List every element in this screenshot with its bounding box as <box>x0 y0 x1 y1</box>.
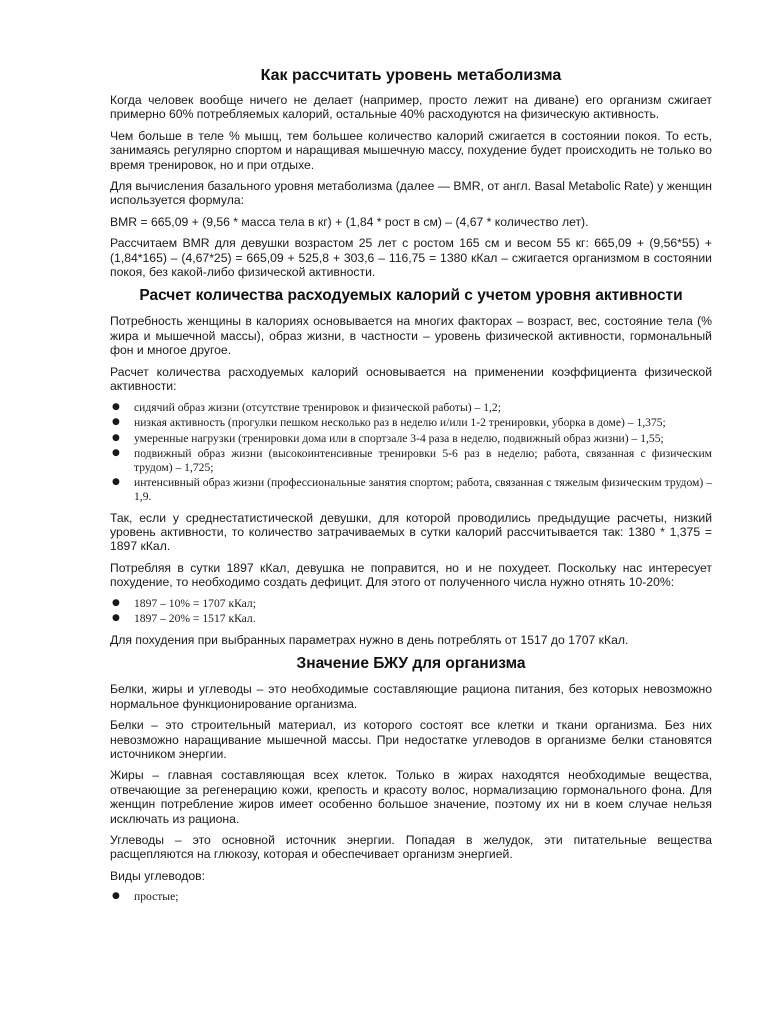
list-item <box>110 890 712 904</box>
list-item-text: подвижный образ жизни (высокоинтенсивные тренировки 5-6 раз в неделю; работа, связанная с физическим трудом) – 1,725; <box>134 447 712 474</box>
list-item-text: простые; <box>134 890 179 904</box>
list-item <box>110 416 712 430</box>
list-item-text: низкая активность (прогулки пешком несколько раз в неделю и/или 1-2 тренировки, уборка в доме) – 1,375; <box>134 416 666 430</box>
paragraph: Чем больше в теле % мышц, тем большее количество калорий сжигается в состоянии покоя. То есть, занимаясь регулярно спортом и наращивая мышечную массу, похудение будет происходить не только во время тренировок, но и при отдыхе. <box>110 128 712 172</box>
list-item-text: сидячий образ жизни (отсутствие тренировок и физической работы) – 1,2; <box>134 400 501 414</box>
paragraph: Для похудения при выбранных параметрах нужно в день потреблять от 1517 до 1707 кКал. <box>110 632 629 647</box>
list-item-text: 1897 – 20% = 1517 кКал. <box>134 612 256 626</box>
bullet-icon: ● <box>112 401 120 412</box>
paragraph: Белки, жиры и углеводы – это необходимые составляющие рациона питания, без которых невозможно нормальное функционирование организма. <box>110 682 712 711</box>
bullet-icon: ● <box>112 597 120 608</box>
bmr-formula: BMR = 665,09 + (9,56 * масса тела в кг) + (1,84 * рост в см) – (4,67 * количество лет). <box>110 214 589 229</box>
paragraph: Потребляя в сутки 1897 кКал, девушка не поправится, но и не похудеет. Поскольку нас интересует похудение, то необходимо создать дефицит. Для этого от полученного числа нужно отнять 10-20%: <box>110 560 712 590</box>
list-item-text: 1897 – 10% = 1707 кКал; <box>134 596 256 610</box>
paragraph: Рассчитаем BMR для девушки возрастом 25 лет с ростом 165 см и весом 55 кг: 665,09 + (9,56*55) + (1,84*165) – (4,67*25) = 665,09 + 525,8 + 303,6 – 116,75 = 1380 кКал – сжигается организмом в состоянии покоя, без какой-либо физической активности. <box>110 236 712 280</box>
paragraph: Виды углеводов: <box>110 868 205 883</box>
heading-metabolism: Как рассчитать уровень метаболизма <box>260 67 562 84</box>
list-item-text: умеренные нагрузки (тренировки дома или в спортзале 3-4 раза в неделю, подвижный образ жизни) – 1,55; <box>134 431 664 445</box>
bullet-icon: ● <box>112 417 120 428</box>
list-item <box>110 476 712 503</box>
paragraph: Для вычисления базального уровня метаболизма (далее — BMR, от англ. Basal Metabolic Rate) у женщин используется формула: <box>110 179 712 208</box>
bullet-icon: ● <box>112 613 120 624</box>
calorie-deficit-list <box>110 597 712 626</box>
paragraph: Так, если у среднестатистической девушки, для которой проводились предыдущие расчеты, низкий уровень активности, то количество затрачиваемых в сутки калорий рассчитывается так: 1380 * 1,375 = 1897 кКал. <box>110 510 712 554</box>
bullet-icon: ● <box>112 891 120 902</box>
paragraph: Потребность женщины в калориях основывается на многих факторах – возраст, вес, состояние тела (% жира и мышечной массы), образ жизни, в частности – уровень физической активности, гормональный фон и многое другое. <box>110 314 712 358</box>
list-item <box>110 597 712 611</box>
heading-calorie-calculation: Расчет количества расходуемых калорий с учетом уровня активности <box>139 287 683 305</box>
paragraph: Расчет количества расходуемых калорий основывается на применении коэффициента физической активности: <box>110 364 712 394</box>
paragraph: Углеводы – это основной источник энергии. Попадая в желудок, эти питательные вещества расщепляются на глюкозу, которая и обеспечивает организм энергией. <box>110 832 712 862</box>
paragraph: Жиры – главная составляющая всех клеток. Только в жирах находятся необходимые вещества, отвечающие за регенерацию кожи, крепость и красоту волос, нормализацию гормонального фона. Для женщин потребление жиров имеет особенно большое значение, поэтому их ни в коем случае нельзя исключать из рациона. <box>110 768 712 826</box>
bullet-icon: ● <box>112 448 120 459</box>
list-item <box>110 401 712 415</box>
paragraph: Когда человек вообще ничего не делает (например, просто лежит на диване) его организм сжигает примерно 60% потребляемых калорий, остальные 40% расходуются на физическую активность. <box>110 93 712 122</box>
list-item-text: интенсивный образ жизни (профессиональные занятия спортом; работа, связанная с тяжелым физическим трудом) – 1,9. <box>134 476 712 504</box>
list-item <box>110 447 712 474</box>
bullet-icon: ● <box>112 477 120 488</box>
bullet-icon: ● <box>112 432 120 443</box>
activity-level-list <box>110 401 712 504</box>
paragraph: Белки – это строительный материал, из которого состоят все клетки и ткани организма. Без них невозможно наращивание мышечной массы. При недостатке углеводов в организме белки становятся источником энергии. <box>110 718 712 761</box>
heading-macronutrients: Значение БЖУ для организма <box>296 655 526 673</box>
list-item <box>110 612 712 626</box>
carbohydrate-types-list <box>110 890 712 904</box>
list-item <box>110 432 712 446</box>
